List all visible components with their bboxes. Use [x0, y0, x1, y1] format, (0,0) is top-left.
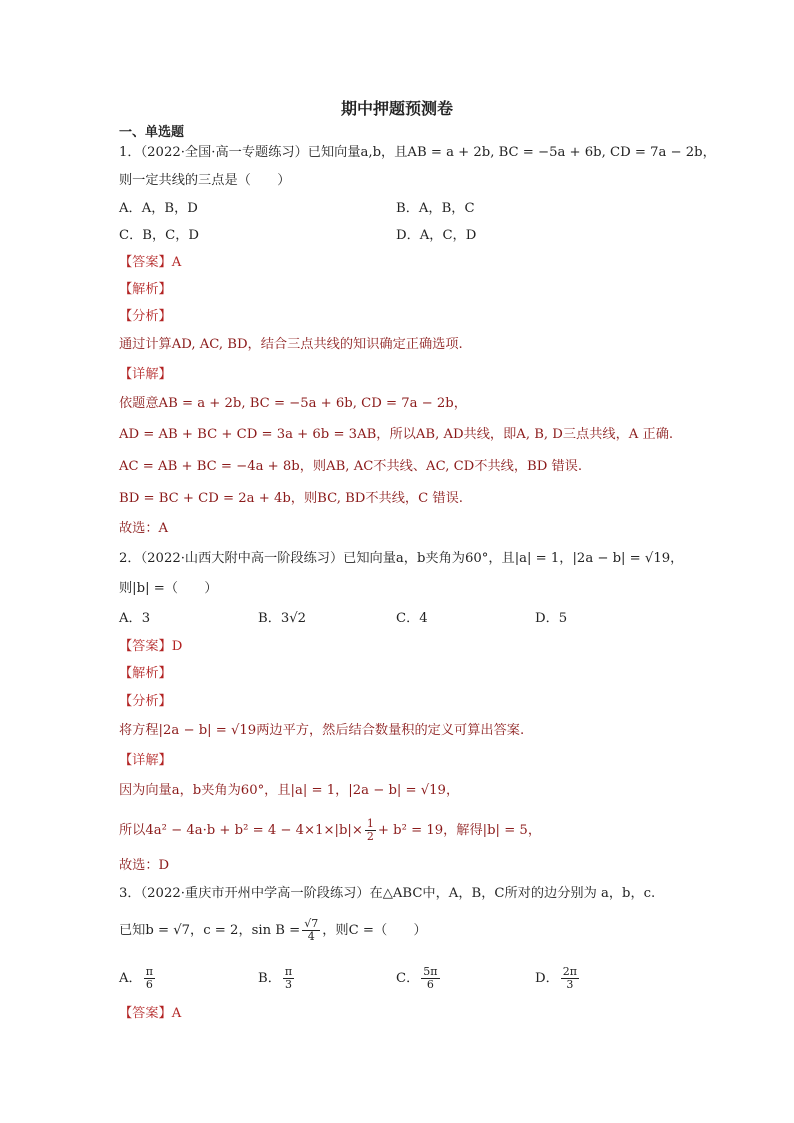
- q1-detail-3: AC = AB + BC = −4a + 8b，则AB, AC不共线、AC, CD不共线，BD 错误.: [119, 459, 583, 474]
- fraction-numerator: π: [284, 965, 293, 978]
- q3-answer: A: [171, 1006, 182, 1021]
- option-label: B．: [258, 971, 281, 986]
- q1-detail-4: BD = BC + CD = 2a + 4b，则BC, BD不共线，C 错误.: [119, 491, 463, 506]
- q1-answer: A: [171, 255, 182, 270]
- fraction-denominator: 4: [307, 930, 315, 943]
- q2-detail-2-pre: 所以4a² − 4a·b + b² = 4 − 4×1×|b|×: [119, 823, 363, 838]
- q2-jiexi-tag: 【解析】: [119, 666, 172, 681]
- fraction-numerator: 1: [366, 817, 374, 830]
- q2-option-c: C．4: [396, 611, 428, 626]
- q2-conclusion: 故选：D: [119, 858, 170, 873]
- q1-xiangjie-tag: 【详解】: [119, 367, 172, 382]
- q3-answer-row: [119, 1005, 181, 1023]
- q2-option-a: A．3: [119, 611, 151, 626]
- option-fraction: [283, 966, 294, 991]
- fraction-denominator: 2: [366, 830, 374, 843]
- q1-option-d: D．A，C，D: [396, 228, 477, 243]
- q2-detail-2-post: + b² = 19，解得|b| = 5，: [377, 823, 542, 838]
- fraction-denominator: 6: [426, 978, 434, 991]
- q3-option-d: [535, 966, 581, 991]
- q1-fenxi: 通过计算AD, AC, BD，结合三点共线的知识确定正确选项.: [119, 337, 463, 352]
- option-fraction: [144, 966, 155, 991]
- q2-detail-2: [119, 818, 541, 843]
- option-label: C．: [396, 971, 420, 986]
- q1-detail-2: AD = AB + BC + CD = 3a + 6b = 3AB，所以AB, AD共线，即A, B, D三点共线，A 正确.: [119, 427, 674, 442]
- fraction-numerator: √7: [304, 917, 319, 930]
- fraction-numerator: 2π: [562, 965, 577, 978]
- q1-detail-1: 依题意AB = a + 2b, BC = −5a + 6b, CD = 7a − 2b，: [119, 396, 467, 411]
- q2-stem-line2: 则|b| =（ ）: [119, 581, 218, 596]
- page-title: 期中押题预测卷: [340, 99, 453, 118]
- option-label: A．: [119, 971, 142, 986]
- q1-jiexi-tag: 【解析】: [119, 282, 172, 297]
- q3-stem-line2: [119, 918, 427, 943]
- q1-option-c: C．B，C，D: [119, 228, 200, 243]
- option-fraction: [421, 966, 439, 991]
- q3-option-c: [396, 966, 442, 991]
- answer-tag: 【答案】: [119, 1006, 172, 1021]
- q2-fenxi: 将方程|2a − b| = √19两边平方，然后结合数量积的定义可算出答案.: [119, 723, 525, 738]
- q2-answer: D: [171, 639, 183, 654]
- q1-stem-line1: 1．（2022·全国·高一专题练习）已知向量a,b，且AB = a + 2b, BC = −5a + 6b, CD = 7a − 2b，: [119, 145, 716, 160]
- q1-stem-line2: 则一定共线的三点是（ ）: [119, 173, 291, 188]
- q2-xiangjie-tag: 【详解】: [119, 753, 172, 768]
- fraction-numerator: π: [145, 965, 153, 978]
- option-label: D．: [535, 971, 559, 986]
- answer-tag: 【答案】: [119, 639, 172, 654]
- q2-option-b: B．3√2: [258, 611, 307, 626]
- q3-option-a: [119, 966, 157, 991]
- q1-answer-row: [119, 254, 181, 272]
- q3-stem-line1: 3．（2022·重庆市开州中学高一阶段练习）在△ABC中，A，B，C所对的边分别为 a，b，c.: [119, 886, 656, 901]
- q3-stem-pre: 已知b = √7，c = 2，sin B =: [119, 923, 301, 938]
- option-fraction: [561, 966, 579, 991]
- fraction-denominator: 3: [285, 978, 292, 991]
- q2-option-d: D．5: [535, 611, 568, 626]
- fraction-half: [365, 818, 376, 843]
- q1-option-a: A．A，B，D: [119, 201, 198, 216]
- section-heading: 一、单选题: [119, 125, 185, 140]
- q2-detail-1: 因为向量a，b夹角为60°，且|a| = 1，|2a − b| = √19，: [119, 783, 460, 798]
- q3-stem-post: ，则C =（ ）: [322, 923, 427, 938]
- answer-tag: 【答案】: [119, 255, 172, 270]
- q2-stem-line1: 2．（2022·山西大附中高一阶段练习）已知向量a，b夹角为60°，且|a| = 1，|2a − b| = √19，: [119, 551, 684, 566]
- fraction-denominator: 6: [145, 978, 153, 991]
- q2-answer-row: [119, 638, 182, 656]
- q1-option-b: B．A，B，C: [396, 201, 475, 216]
- fraction-denominator: 3: [566, 978, 574, 991]
- q1-conclusion: 故选：A: [119, 521, 169, 536]
- q1-fenxi-tag: 【分析】: [119, 309, 172, 324]
- fraction-sinb: [302, 918, 320, 943]
- fraction-numerator: 5π: [423, 965, 438, 978]
- q2-fenxi-tag: 【分析】: [119, 694, 172, 709]
- q3-option-b: [258, 966, 296, 991]
